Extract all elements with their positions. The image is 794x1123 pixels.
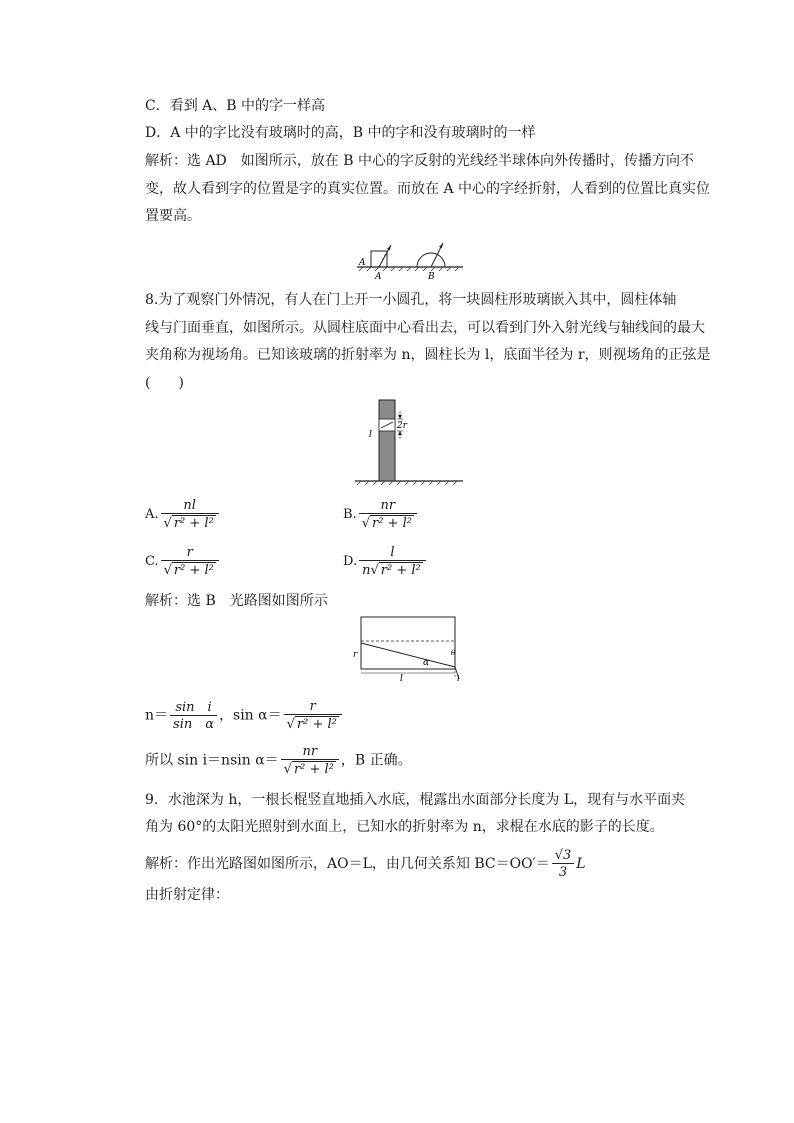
figure-light-path [335, 615, 475, 687]
analysis-7-line1: 解析：选 AD 如图所示，放在 B 中心的字反射的光线经半球体向外传播时，传播方向不 [145, 153, 694, 169]
analysis-7-line3: 置要高。 [145, 208, 201, 224]
option-a-den: r² + l² [173, 516, 214, 531]
option-d-den-pre: n [362, 563, 371, 578]
option-c-text: C．看到 A、B 中的字一样高 [145, 98, 326, 114]
refraction-law-line: 由折射定律： [145, 887, 229, 903]
figure-a-b-refraction [355, 237, 475, 285]
question-9-line1: 9．水池深为 h，一根长棍竖直地插入水底，棍露出水面部分长度为 L，现有与水平面夹 [145, 792, 686, 808]
option-b-num: nr [380, 498, 396, 513]
label-b: B [428, 272, 435, 282]
equation-result-suffix: ，B 正确。 [340, 752, 412, 769]
analysis-9-suffix: L [576, 856, 586, 872]
equation-n: n＝ $\frac{\text{sin i}}{\text{sin α}}$ ，sin α＝ $\frac{r}{\text{√ r² + l²}}$ [145, 699, 344, 732]
sin-ratio-num: sin i [175, 699, 212, 715]
option-a-label: A. [145, 507, 159, 522]
option-a[interactable]: A. $\frac{nl}{\text{√ r² + l²}}$ [145, 498, 221, 531]
option-d[interactable]: D. $\frac{l}{\text{n√ r² + l²}}$ [343, 545, 428, 578]
option-d-label: D. [343, 554, 358, 569]
analysis-9-prefix: 解析：作出光路图如图所示，AO＝L，由几何关系知 BC＝OO′＝ [145, 856, 550, 872]
option-c-num: r [186, 545, 193, 560]
question-8-line2: 线与门面垂直，如图所示。从圆柱底面中心看出去，可以看到门外入射光线与轴线间的最大 [145, 320, 705, 336]
option-d-text: D．A 中的字比没有玻璃时的高，B 中的字和没有玻璃时的一样 [145, 125, 536, 141]
label-theta: θ [451, 649, 456, 657]
label-r: r [353, 650, 358, 660]
label-l: l [369, 430, 372, 440]
label-l-length: l [400, 674, 403, 684]
option-b-den: r² + l² [371, 516, 412, 531]
equation-result: 所以 sin i＝nsin α＝ $\frac{nr}{\text{√ r² + l²}}$ ，B 正确。 [145, 744, 412, 777]
figure-door-cylinder [355, 395, 470, 490]
equation-sin-alpha-prefix: ，sin α＝ [219, 707, 282, 724]
option-d-den: r² + l² [380, 563, 421, 578]
sin-alpha-den: r² + l² [296, 717, 337, 732]
label-a-image: A [359, 258, 366, 268]
analysis-7-line2: 变，故人看到字的位置是字的真实位置。而放在 A 中心的字经折射，人看到的位置比真实位 [145, 181, 711, 197]
result-den: r² + l² [293, 762, 334, 777]
result-num: nr [302, 744, 318, 759]
equation-result-prefix: 所以 sin i＝nsin α＝ [145, 752, 279, 769]
bc-den: 3 [552, 863, 575, 880]
option-b[interactable]: B. $\frac{nr}{\text{√ r² + l²}}$ [343, 498, 419, 531]
equation-n-prefix: n＝ [145, 707, 169, 724]
sin-alpha-num: r [309, 699, 316, 714]
question-9-line2: 角为 60°的太阳光照射到水面上，已知水的折射率为 n，求棍在水底的影子的长度。 [145, 819, 664, 835]
question-8-line3: 夹角称为视场角。已知该玻璃的折射率为 n，圆柱长为 l，底面半径为 r，则视场角的正弦是 [145, 347, 711, 363]
option-d-num: l [390, 545, 395, 560]
option-b-label: B. [343, 507, 357, 522]
analysis-8-line1: 解析：选 B 光路图如图所示 [145, 593, 328, 609]
question-8-line1: 8.为了观察门外情况，有人在门上开一小圆孔，将一块圆柱形玻璃嵌入其中，圆柱体轴 [145, 292, 677, 308]
option-c-label: C. [145, 554, 159, 569]
label-alpha: α [423, 658, 430, 668]
option-c[interactable]: C. $\frac{r}{\text{√ r² + l²}}$ [145, 545, 221, 578]
label-i: i [457, 674, 460, 683]
option-a-num: nl [183, 498, 196, 513]
analysis-9-line1 [145, 848, 586, 880]
option-c-den: r² + l² [173, 563, 214, 578]
bc-num: √3 [554, 848, 572, 863]
label-a: A [375, 272, 382, 282]
question-8-line4: ( ) [145, 375, 184, 391]
sin-ratio-den: sin α [170, 715, 217, 732]
label-2r: 2r [397, 421, 408, 431]
